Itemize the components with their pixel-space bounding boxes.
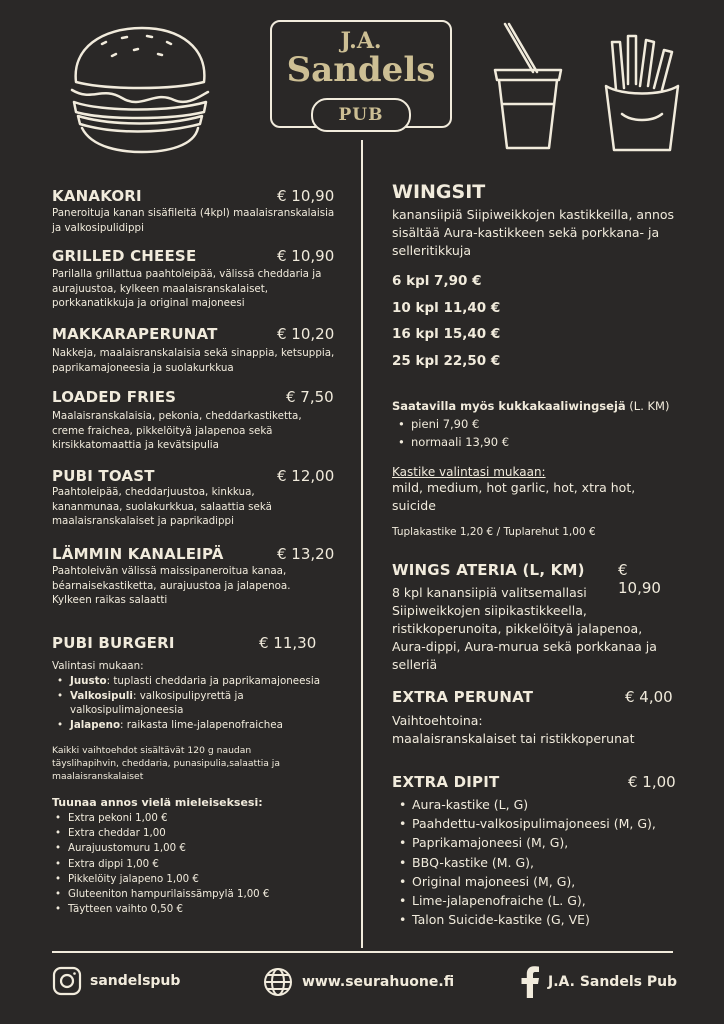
website-link[interactable]: www.seurahuone.fi xyxy=(302,974,455,990)
footer-divider xyxy=(52,951,673,953)
fries-options-label: Vaihtoehtoina: xyxy=(392,713,483,728)
item-price: € 10,90 xyxy=(277,247,335,265)
dip-item: • Paahdettu-valkosipulimajoneesi (M, G), xyxy=(396,814,686,833)
cauliflower-options xyxy=(395,415,687,451)
item-price: € 12,00 xyxy=(277,467,335,485)
cauliflower-option: • normaali 13,90 € xyxy=(395,433,687,451)
double-sauce-note: Tuplakastike 1,20 € / Tuplarehut 1,00 € xyxy=(392,526,596,538)
extras-list xyxy=(52,811,342,917)
fries-options: maalaisranskalaiset tai ristikkoperunat xyxy=(392,731,635,746)
sauce-list: mild, medium, hot garlic, hot, xtra hot, suicide xyxy=(392,480,636,513)
dip-item: • BBQ-kastike (M. G), xyxy=(396,853,686,872)
extras-item: • Pikkelöity jalapeno 1,00 € xyxy=(52,872,342,887)
extras-title: Tuunaa annos vielä mieleiseksesi: xyxy=(52,796,263,809)
item-description: Paahtoleivän välissä maissipaneroitua kanaa, béarnaisekastiketta, aurajuustoa ja jalapenoa. Kylkeen raikas salaatti xyxy=(52,565,291,606)
item-price: € 4,00 xyxy=(625,688,673,706)
instagram-icon xyxy=(52,966,82,996)
burger-icon xyxy=(62,20,212,155)
wings-size: 25 kpl 22,50 € xyxy=(392,352,501,369)
item-name: GRILLED CHEESE xyxy=(52,247,197,265)
extras-item: • Täytteen vaihto 0,50 € xyxy=(52,902,342,917)
dip-item: • Original majoneesi (M, G), xyxy=(396,872,686,891)
dip-item: • Talon Suicide-kastike (G, VE) xyxy=(396,910,686,929)
item-price: € 10,90 xyxy=(618,561,661,597)
wings-sizes xyxy=(392,268,682,374)
item-description: Paahtoleipää, cheddarjuustoa, kinkkua, kananmunaa, suolakurkkua, salaattia sekä maalaisranskalaiset ja paprikadippi xyxy=(52,486,272,527)
globe-icon xyxy=(262,966,294,998)
extras-item: • Extra cheddar 1,00 xyxy=(52,826,342,841)
burger-option: • Jalapeno: raikasta lime-jalapenofraichea xyxy=(54,718,324,733)
fries-icon xyxy=(602,30,682,155)
item-price: € 7,50 xyxy=(286,388,334,406)
wings-description: kanansiipiä Siipiweikkojen kastikkeilla, annos sisältää Aura-kastikkeen sekä porkkana- ja selleritikkuja xyxy=(392,207,675,258)
item-name: LOADED FRIES xyxy=(52,388,177,406)
wings-size: 16 kpl 15,40 € xyxy=(392,326,501,342)
item-description: Maalaisranskalaisia, pekonia, cheddarkastiketta, creme fraichea, pikkelöityä jalapenoa sekä kirsikkatomaattia ja kevätsipulia xyxy=(52,410,302,451)
wings-size: 10 kpl 11,40 € xyxy=(392,299,501,316)
burger-options xyxy=(54,674,324,732)
brand-name: Sandels xyxy=(286,50,436,90)
item-description: Paneroituja kanan sisäfileitä (4kpl) maalaisranskalaisia ja valkosipulidippi xyxy=(52,207,335,234)
extras-section xyxy=(52,796,342,917)
burger-note: Kaikki vaihtoehdot sisältävät 120 g naudan täyslihapihvin, cheddaria, punasipulia,salaattia ja maalaisranskalaiset xyxy=(52,745,280,782)
extras-item: • Extra dippi 1,00 € xyxy=(52,857,342,872)
item-name: EXTRA DIPIT xyxy=(392,773,500,791)
wings-section xyxy=(392,181,682,374)
brand-logo xyxy=(270,20,452,128)
item-name: LÄMMIN KANALEIPÄ xyxy=(52,545,224,563)
cauliflower-wings xyxy=(392,397,687,451)
cauliflower-option: • pieni 7,90 € xyxy=(395,415,687,433)
item-price: € 1,00 xyxy=(628,773,676,791)
item-description: 8 kpl kanansiipiä valitsemallasi Siipiweikkojen siipikastikkeella, ristikkoperunoita, pikkelöityä jalapenoa, Aura-dippi, Aura-murua sekä porkkanaa ja selleriä xyxy=(392,585,657,672)
center-divider xyxy=(361,140,363,948)
item-description: Parilalla grillattua paahtoleipää, välissä cheddaria ja aurajuustoa, kylkeen maalaisranskalaiset, porkkanatikkuja ja original majoneesi xyxy=(52,268,322,309)
cauliflower-heading: Saatavilla myös kukkakaaliwingsejä (L. KM) xyxy=(392,399,670,413)
footer-instagram[interactable] xyxy=(52,966,180,996)
item-price: € 10,90 xyxy=(277,187,335,205)
dip-item: • Aura-kastike (L, G) xyxy=(396,795,686,814)
extras-item: • Aurajuustomuru 1,00 € xyxy=(52,841,342,856)
item-name: EXTRA PERUNAT xyxy=(392,688,534,706)
item-price: € 11,30 xyxy=(259,634,317,652)
facebook-icon xyxy=(520,966,540,998)
sauce-section xyxy=(392,465,677,538)
dips-list xyxy=(396,795,686,929)
item-price: € 13,20 xyxy=(277,545,335,563)
item-name: MAKKARAPERUNAT xyxy=(52,325,218,343)
drink-cup-icon xyxy=(485,20,570,155)
extras-item: • Extra pekoni 1,00 € xyxy=(52,811,342,826)
brand-line-1: J.A. xyxy=(340,28,382,54)
brand-line-3: PUB xyxy=(338,105,384,125)
sauce-heading: Kastike valintasi mukaan: xyxy=(392,465,546,479)
brand-pub-badge xyxy=(311,98,411,132)
item-description: Nakkeja, maalaisranskalaisia sekä sinappia, ketsuppia, paprikamajoneesia ja suolakurkkua xyxy=(52,347,335,374)
item-name: KANAKORI xyxy=(52,187,142,205)
item-name: PUBI BURGERI xyxy=(52,634,175,652)
wings-size: 6 kpl 7,90 € xyxy=(392,273,482,289)
footer-facebook[interactable] xyxy=(520,966,677,998)
item-price: € 10,20 xyxy=(277,325,335,343)
dip-item: • Paprikamajoneesi (M, G), xyxy=(396,833,686,852)
item-name: WINGS ATERIA (L, KM) xyxy=(392,561,585,579)
footer-website[interactable] xyxy=(262,966,454,998)
burger-option: • Juusto: tuplasti cheddaria ja paprikamajoneesia xyxy=(54,674,324,689)
facebook-page[interactable]: J.A. Sandels Pub xyxy=(548,974,678,990)
burger-option: • Valkosipuli: valkosipulipyrettä ja valkosipulimajoneesia xyxy=(54,689,324,718)
extras-item: • Gluteeniton hampurilaissämpylä 1,00 € xyxy=(52,887,342,902)
instagram-handle[interactable]: sandelspub xyxy=(90,973,181,989)
wings-title: WINGSIT xyxy=(392,181,486,203)
burger-intro: Valintasi mukaan: xyxy=(52,660,144,672)
item-name: PUBI TOAST xyxy=(52,467,155,485)
dip-item: • Lime-jalapenofraiche (L. G), xyxy=(396,891,686,910)
